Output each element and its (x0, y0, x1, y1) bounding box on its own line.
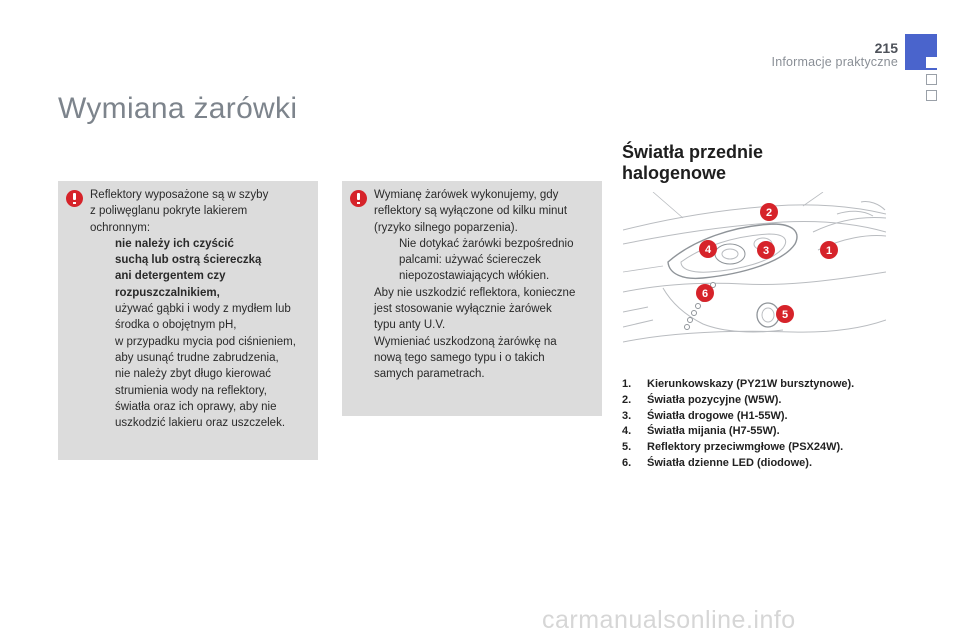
text-line: typu anty U.V. (374, 319, 446, 332)
section-label: Informacje praktyczne (771, 55, 898, 69)
text-line: nie należy ich czyścić (115, 237, 234, 250)
list-item (622, 377, 854, 393)
text-line: aby usunąć trudne zabrudzenia, (115, 351, 279, 364)
list-number: 5. (622, 441, 632, 454)
bullet-item (90, 236, 315, 301)
text-line: uszkodzić lakieru oraz uszczelek. (115, 417, 286, 430)
bulb-list (622, 377, 854, 472)
list-text: Kierunkowskazy (PY21W bursztynowe). (647, 378, 855, 390)
list-number: 3. (622, 409, 632, 422)
warning-text-bulb-handling (374, 187, 600, 383)
bullet-item (374, 236, 600, 285)
heading-line: halogenowe (622, 163, 727, 183)
tab-square-empty (926, 74, 937, 85)
watermark: carmanualsonline.info (542, 606, 796, 634)
list-item (622, 424, 854, 440)
text-line: środka o obojętnym pH, (115, 319, 237, 332)
text-line: nie należy zbyt długo kierować (115, 368, 271, 381)
list-text: Światła pozycyjne (W5W). (647, 393, 782, 406)
text-line: rozpuszczalnikiem, (115, 286, 220, 299)
text-line: samych parametrach. (374, 368, 485, 381)
list-number: 4. (622, 425, 632, 438)
callout-2: 2 (765, 207, 773, 219)
text-line: nową tego samego typu i o takich (374, 351, 545, 364)
list-text: Światła mijania (H7-55W). (647, 425, 780, 438)
section-heading (622, 142, 763, 184)
list-item (622, 440, 854, 456)
list-number: 1. (622, 378, 632, 390)
text-line: używać gąbki i wody z mydłem lub (115, 303, 291, 316)
heading-line: Światła przednie (622, 142, 764, 162)
list-text: Światła drogowe (H1-55W). (647, 409, 788, 422)
text-line: Reflektory wyposażone są w szyby (90, 189, 269, 201)
list-number: 6. (622, 456, 632, 469)
page-title: Wymiana żarówki (58, 92, 298, 125)
text-line: Aby nie uszkodzić reflektora, konieczne (374, 286, 576, 299)
text-line: światła oraz ich oprawy, aby nie (115, 400, 277, 413)
text-line: Wymieniać uszkodzoną żarówkę na (374, 335, 557, 348)
list-text: Światła dzienne LED (diodowe). (647, 456, 813, 469)
text-line: ochronnym: (90, 221, 151, 234)
text-line: z poliwęglanu pokryte lakierem (90, 205, 248, 218)
callout-1: 1 (825, 245, 833, 257)
text-line: strumienia wody na reflektory, (115, 384, 267, 397)
text-line: suchą lub ostrą ściereczką (115, 254, 262, 267)
callout-4: 4 (704, 244, 712, 256)
text-line: w przypadku mycia pod ciśnieniem, (115, 335, 296, 348)
tab-square-active (926, 57, 937, 68)
text-line: reflektory są wyłączone od kilku minut (374, 205, 568, 218)
warning-icon (66, 190, 83, 207)
list-item (622, 393, 854, 409)
text-line: jest stosowanie wyłącznie żarówek (374, 303, 552, 316)
warning-text-varnish (90, 187, 315, 431)
list-text: Reflektory przeciwmgłowe (PSX24W). (647, 441, 844, 454)
callout-6: 6 (701, 288, 709, 300)
bullet-item (90, 301, 315, 334)
page-number: 215 (874, 40, 898, 56)
callout-3: 3 (762, 245, 770, 257)
bullet-item (90, 334, 315, 432)
list-item (622, 456, 854, 472)
tab-square-empty (926, 90, 937, 101)
text-line: niepozostawiających włókien. (399, 270, 550, 283)
text-line: ani detergentem czy (115, 270, 226, 283)
text-line: Wymianę żarówek wykonujemy, gdy (374, 189, 559, 201)
text-line: Nie dotykać żarówki bezpośrednio (399, 237, 574, 250)
list-number: 2. (622, 393, 632, 406)
list-item (622, 409, 854, 425)
warning-icon (350, 190, 367, 207)
headlamp-illustration (623, 192, 886, 364)
callout-5: 5 (781, 309, 789, 321)
text-line: palcami: używać ściereczek (399, 254, 541, 267)
text-line: (ryzyko silnego poparzenia). (374, 221, 518, 234)
